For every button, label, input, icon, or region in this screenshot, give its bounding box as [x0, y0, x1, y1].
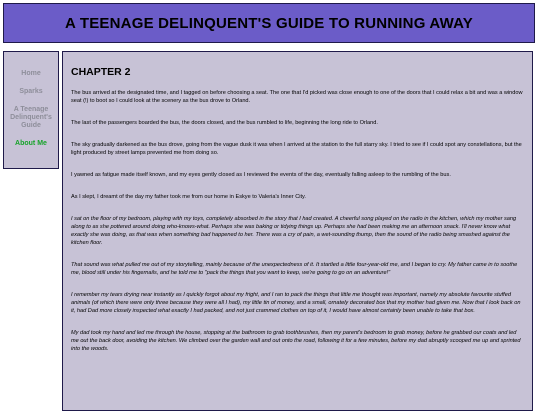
story-paragraph: The sky gradually darkened as the bus drove, going from the vague dusk it was when I arrived at the station to the full starry sky. I tried to see if I could spot any constellations, but the light produced by street lamps prevented me from doing so. [71, 142, 522, 156]
site-title: A TEENAGE DELINQUENT'S GUIDE TO RUNNING AWAY [65, 14, 473, 32]
chapter-title: CHAPTER 2 [71, 66, 131, 78]
dream-paragraph: My dad took my hand and led me through the house, stopping at the bathroom to grab toothbrushes, then my parent's bedroom to grab money, before he grabbed our coats and led me out the back door, avoiding the kitchen. We climbed over the garden wall and out onto the road, following it for a few minutes, before my dad abruptly scooped me up and sprinted into the woods. [71, 330, 521, 352]
dream-paragraph: I remember my tears drying near instantly as I quickly forgot about my fright, and I ran to pack the things that little me thought was important, namely my absolute favourite stuffed animals (of which there were only three because they were all I had), my little tin of money, and a small, ornately decorated box that my mother had given me. Now that I look back on it, had Dad more closely inspected what exactly I had packed, and not just crammed clothes on top of it, I would have almost certainly been unable to take that box. [71, 292, 521, 314]
story-paragraph: The last of the passengers boarded the bus, the doors closed, and the bus rumbled to life, beginning the long ride to Orland. [71, 120, 378, 126]
sidebar-item-sparks[interactable]: Sparks [19, 88, 43, 95]
dream-paragraph: That sound was what pulled me out of my storytelling, mainly because of the unexpectedness of it. It startled a little four-year-old me, and I began to cry. My father came in to soothe me, blood still under his fingernails, and he told me to "pack the things that you want to keep, we're going to go on an adventure!" [71, 262, 518, 276]
dream-paragraph: I sat on the floor of my bedroom, playing with my toys, completely absorbed in the story that I had created. A cheerful song played on the radio in the kitchen, which my mother sang along to as she pottered around doing who-knows-what. Perhaps she was baking or tidying things up. Perhaps she had been making me an afternoon snack. I'll never know what exactly she was doing, as that was when something bad happened to her. There was a cry of pain, a wet-sounding thump, then the sound of the radio being smashed against the kitchen floor. [71, 216, 517, 246]
chapter-content [62, 51, 533, 411]
sidebar-item-teenage-delinquents-guide[interactable]: A Teenage Delinquent's Guide [10, 106, 52, 129]
sidebar-nav [3, 51, 59, 169]
sidebar-item-about-me[interactable]: About Me [15, 140, 47, 147]
sidebar-item-home[interactable]: Home [21, 70, 41, 77]
site-header [3, 3, 535, 43]
story-paragraph: I yawned as fatigue made itself known, and my eyes gently closed as I reviewed the events of the day, eventually falling asleep to the rumbling of the bus. [71, 172, 451, 178]
story-paragraph: The bus arrived at the designated time, and I tagged on before choosing a seat. The one that I'd picked was close enough to one of the doors that I could relax a bit and was a window seat (!) to boot so I could look at the scenery as the bus drove to Orland. [71, 90, 523, 104]
story-paragraph: As I slept, I dreamt of the day my father took me from our home in Eskye to Valeria's Inner City. [71, 194, 306, 200]
